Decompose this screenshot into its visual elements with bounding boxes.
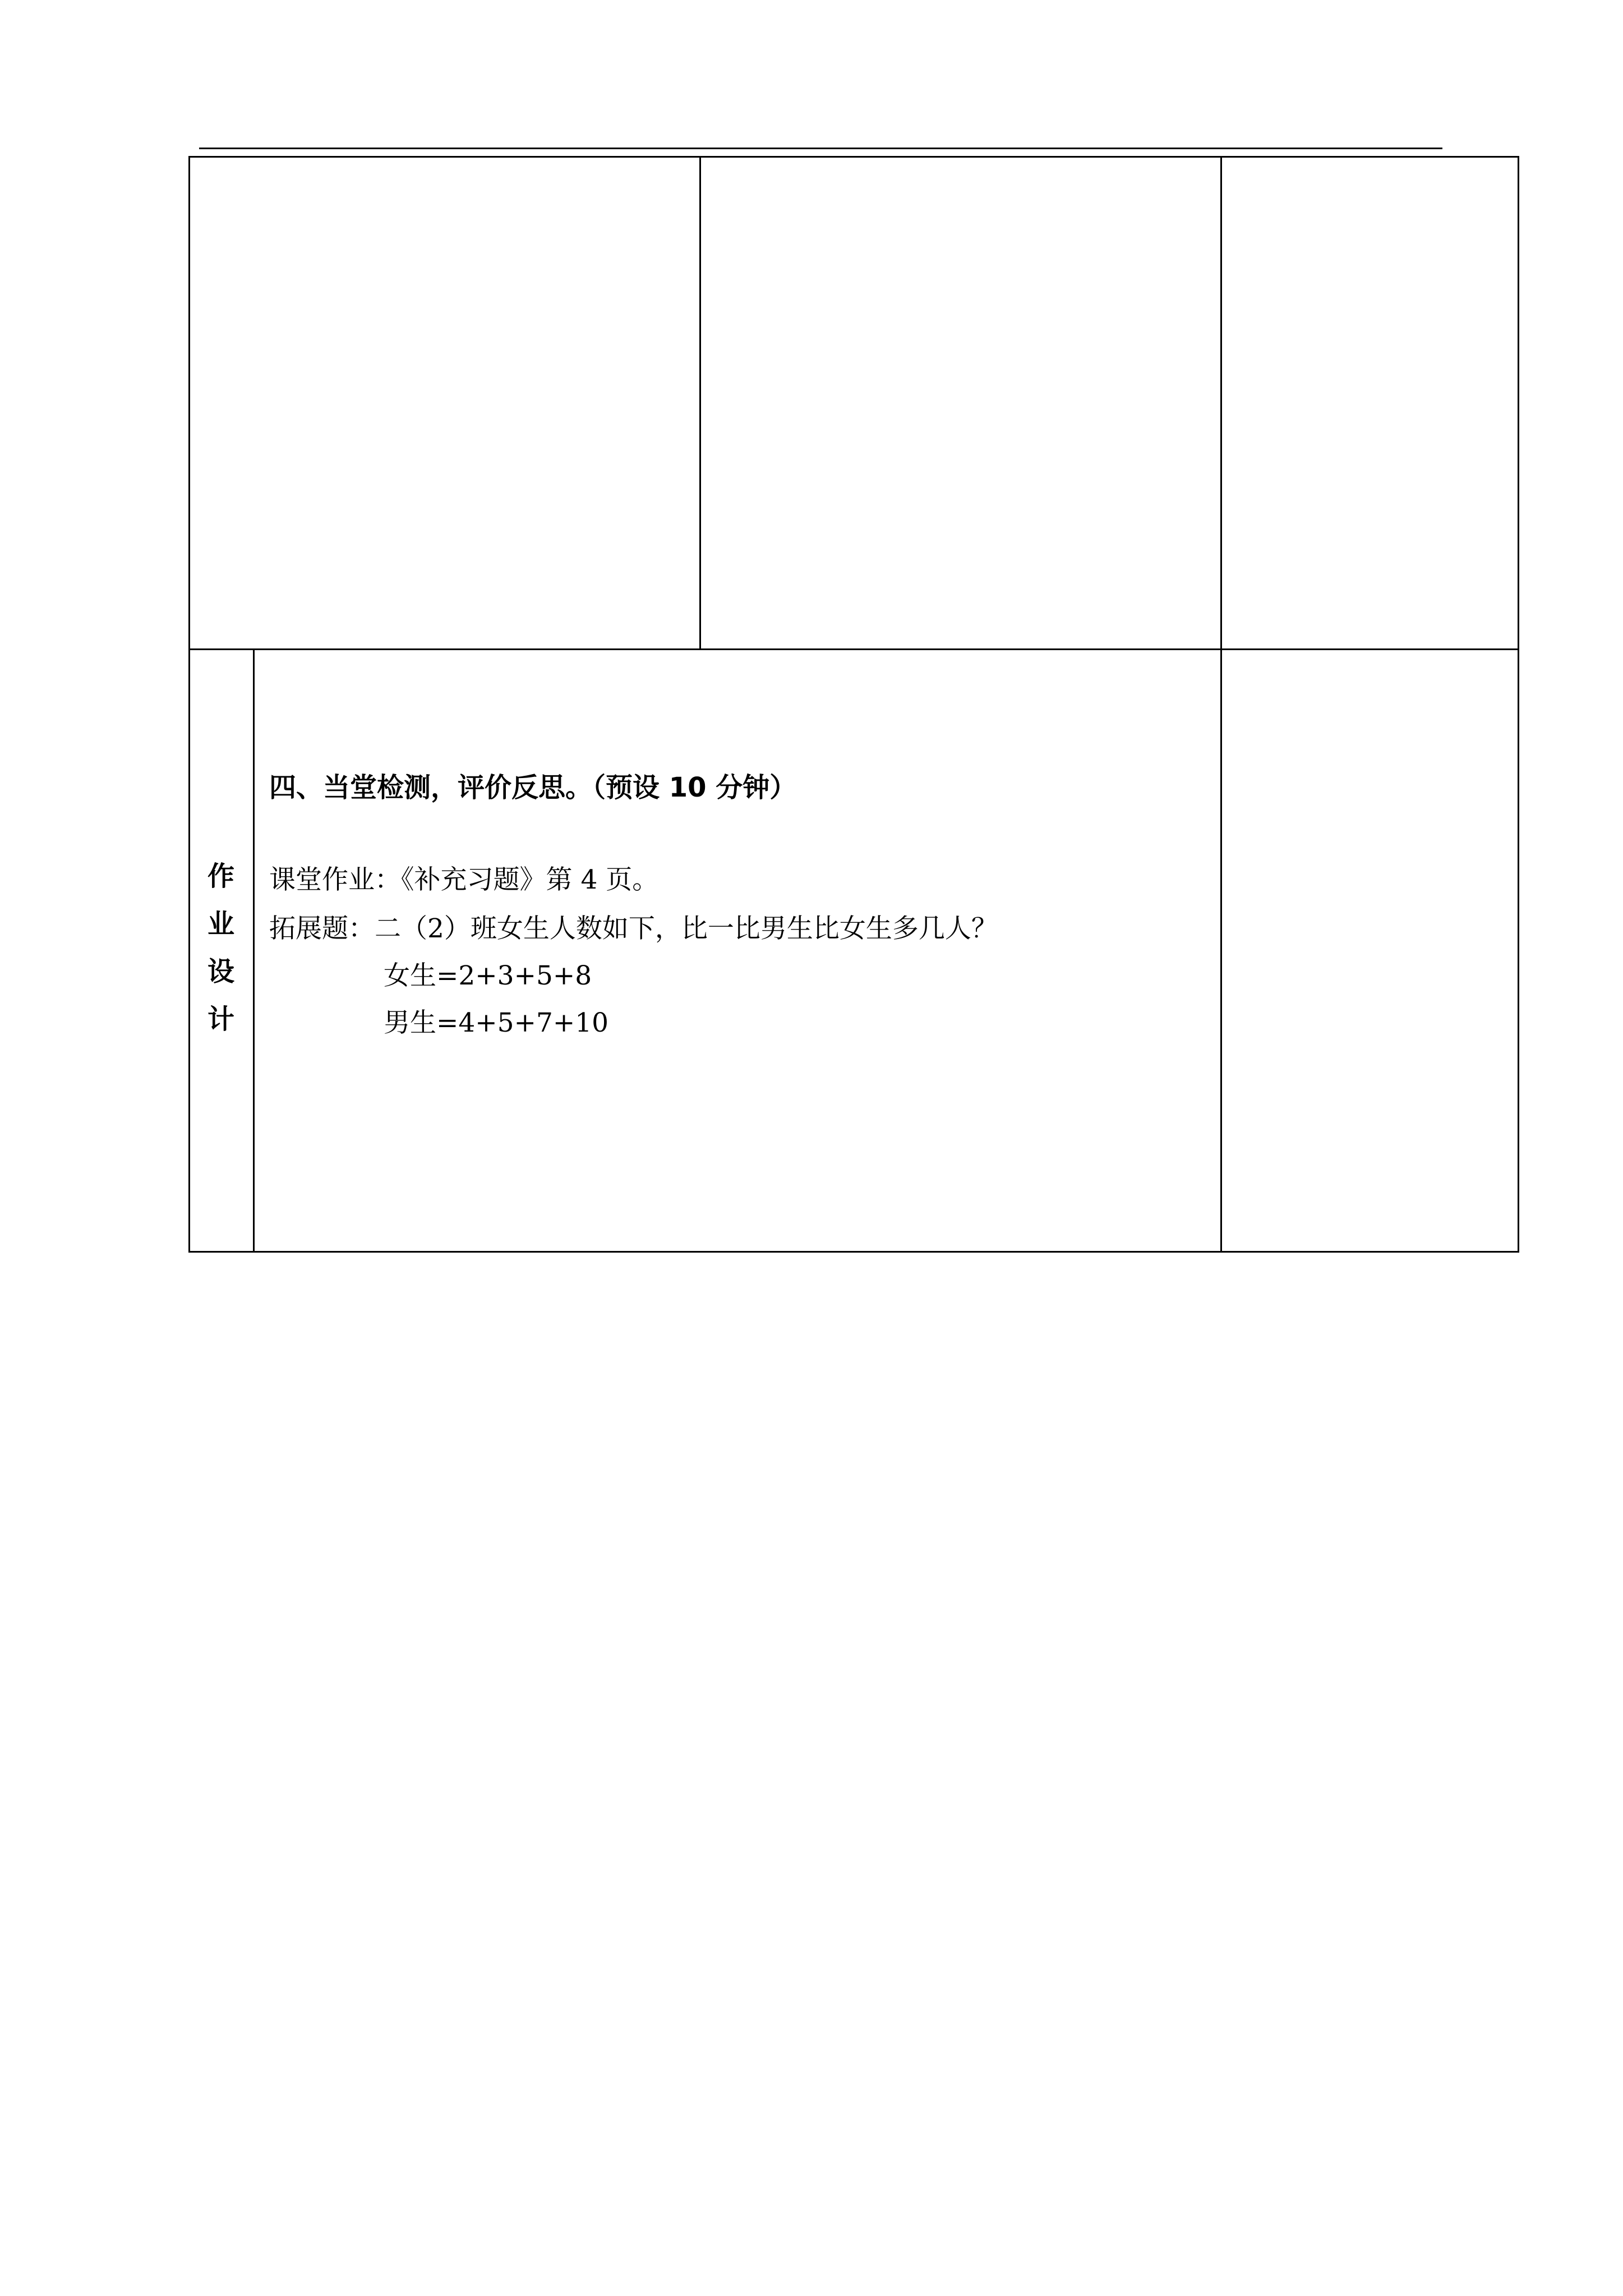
top-row-divider-2	[1220, 156, 1222, 650]
bottom-row-divider	[1220, 648, 1222, 1253]
top-row-divider-1	[699, 156, 701, 650]
label-column-divider	[253, 648, 255, 1253]
classwork-line: 课堂作业：《补充习题》第 4 页。	[269, 864, 659, 895]
row-separator	[188, 648, 1519, 650]
side-label-char-4: 计	[207, 1004, 234, 1035]
section-heading: 四、当堂检测，评价反思。（预设 10 分钟）	[269, 772, 797, 803]
header-rule	[199, 148, 1442, 149]
side-label-char-1: 作	[207, 861, 234, 892]
lesson-plan-table	[188, 156, 1519, 1253]
side-label-char-3: 设	[207, 956, 234, 987]
extension-question: 拓展题：二（2）班女生人数如下，比一比男生比女生多几人？	[269, 913, 998, 944]
side-label-char-2: 业	[207, 908, 234, 940]
girls-formula: 女生=2+3+5+8	[384, 960, 592, 991]
boys-formula: 男生=4+5+7+10	[384, 1007, 609, 1038]
